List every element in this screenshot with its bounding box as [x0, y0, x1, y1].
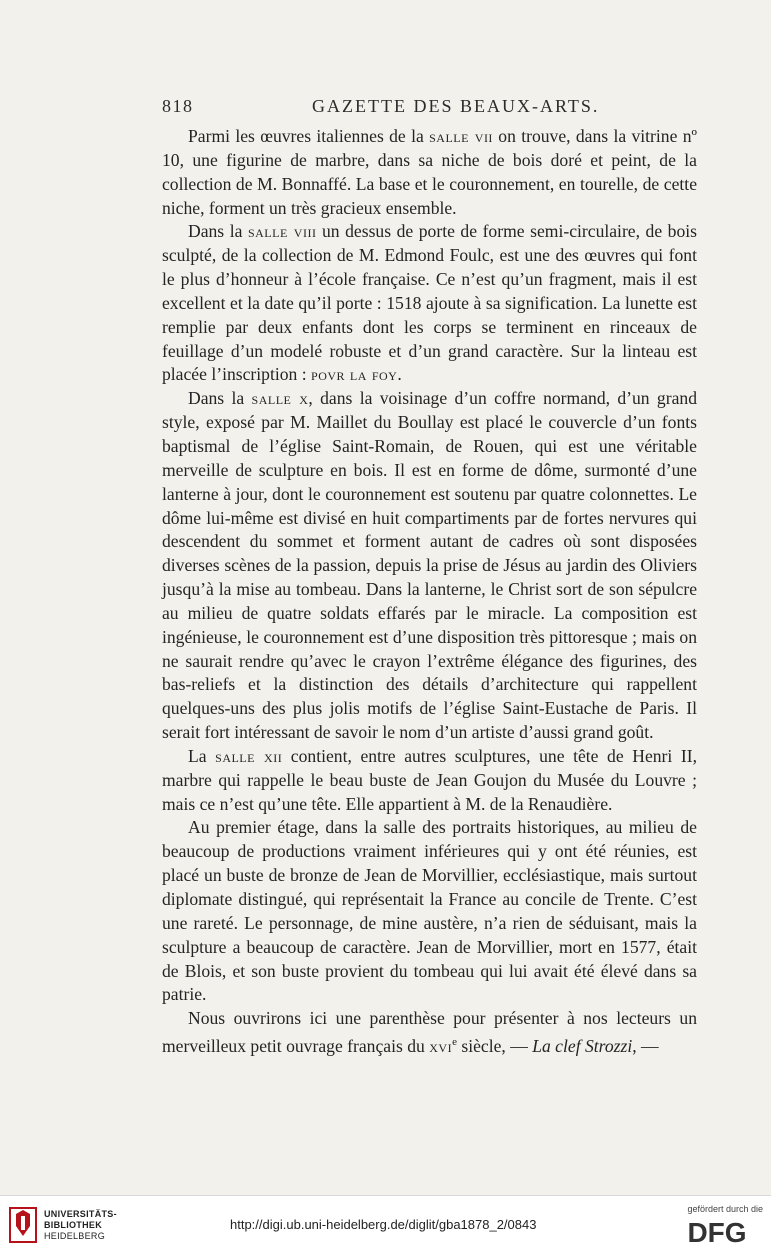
body-paragraph — [162, 816, 697, 1007]
small-caps-text: povr la foy. — [311, 364, 403, 385]
paragraph-text: , dans la voisinage d’un coffre normand, d’un grand style, exposé par M. Maillet du Boullay est placé le couvercle d’un fonts baptismal de l’église Saint-Romain, de Rouen, qui est une véritable merveille de sculpture en bois. Il est en forme de dôme, surmonté d’une lanterne à jour, dont le couronnement est soutenu par quatre colonnettes. Le dôme lui-même est divisé en huit compartiments par de fortes nervures qui descendent du sommet et forment autant de cadres où sont disposées diverses scènes de la passion, depuis la prise de Jésus au jardin des Oliviers jusqu’à la mise au tombeau. Dans la lanterne, le Christ sort de son sépulcre au milieu de quatre soldats effarés par le miracle. La composition est ingénieuse, le couronnement est d’une disposition très pittoresque ; mais on ne saurait rendre qu’avec le crayon l’extrême élégance des figurines, des bas-reliefs et la distinction des détails d’architecture qui rappellent quelques-uns des plus jolis motifs de l’église Saint-Eustache de Paris. Il serait fort intéressant de savoir le nom d’un artiste d’aussi grand goût. — [162, 388, 697, 743]
paragraph-text: contient, entre autres sculptures, une tête de Henri II, marbre qui rappelle le beau buste de Jean Goujon du Musée du Louvre ; mais ce n’est qu’une tête. Elle appartient à M. de la Renaudière. — [162, 745, 697, 814]
paragraph-text: e — [452, 1036, 457, 1049]
paragraph-text: Nous ouvrirons ici une parenthèse pour présenter à nos lecteurs un merveilleux petit ouvrage français du — [162, 1008, 697, 1056]
page-number: 818 — [162, 96, 194, 116]
permalink-url[interactable]: http://digi.ub.uni-heidelberg.de/diglit/gba1878_2/0843 — [230, 1217, 537, 1232]
funded-by-label: gefördert durch die — [687, 1204, 763, 1214]
body-paragraph — [162, 1007, 697, 1059]
paragraph-text: Dans la — [188, 221, 248, 242]
small-caps-text: salle vii — [429, 126, 493, 146]
running-head — [162, 96, 697, 120]
italic-text: La clef Strozzi — [532, 1035, 633, 1056]
library-name-line: HEIDELBERG — [44, 1231, 106, 1241]
library-name-line: UNIVERSITÄTS- — [44, 1209, 117, 1219]
paragraph-text: , — — [632, 1035, 659, 1056]
journal-title: GAZETTE DES BEAUX-ARTS. — [312, 96, 600, 116]
paragraph-text: Parmi les œuvres italiennes de la — [188, 126, 430, 146]
small-caps-text: salle xii — [215, 745, 283, 766]
university-seal-icon — [8, 1206, 38, 1244]
paragraph-text: La — [188, 745, 216, 766]
body-paragraph — [162, 745, 697, 817]
body-paragraph — [162, 387, 697, 745]
body-paragraph — [162, 125, 697, 220]
library-name-line: BIBLIOTHEK — [44, 1220, 102, 1230]
paragraph-text: un dessus de porte de forme semi-circulaire, de bois sculpté, de la collection de M. Edmond Foulc, est une des œuvres qui font le plus d’honneur à l’école française. Ce n’est qu’un fragment, mais il est excellent et la date qu’il porte : 1518 ajoute à sa signification. La lunette est remplie par deux enfants dont les corps se terminent en rinceaux de feuillage d’un modelé robuste et d’un grand caractère. Sur la linteau est placée l’inscription : — [162, 221, 698, 385]
paragraph-text: Au premier étage, dans la salle des portraits historiques, au milieu de beaucoup de productions vraiment inférieures qui y ont été réunies, est placé un buste de bronze de Jean de Morvillier, ecclésiastique, mais surtout diplomate distingué, qui représentait la France au concile de Trente. C’est une rareté. Le personnage, de mine austère, n’a rien de séduisant, mais la sculpture a beaucoup de caractère. Jean de Morvillier, mort en 1577, était de Blois, et son buste provient du tombeau qui lui avait été élevé dans sa patrie. — [162, 817, 697, 1005]
paragraph-text: Dans la — [188, 388, 252, 409]
paragraph-text: siècle, — — [456, 1035, 533, 1056]
digitization-footer — [0, 1195, 771, 1254]
text-column — [162, 125, 697, 1059]
body-paragraph — [162, 220, 697, 387]
small-caps-text: xvi — [429, 1035, 453, 1056]
small-caps-text: salle x — [251, 388, 309, 409]
library-name — [44, 1209, 117, 1242]
small-caps-text: salle viii — [247, 221, 317, 242]
paragraph-text: on trouve, dans la vitrine nº 10, une figurine de marbre, dans sa niche de bois doré et peint, de la collection de M. Bonnaffé. La base et le couronnement, en tourelle, de cette niche, forment un très gracieux ensemble. — [162, 126, 697, 218]
dfg-logo-icon — [673, 1216, 761, 1246]
dfg-logo-text: DFG — [687, 1217, 747, 1246]
